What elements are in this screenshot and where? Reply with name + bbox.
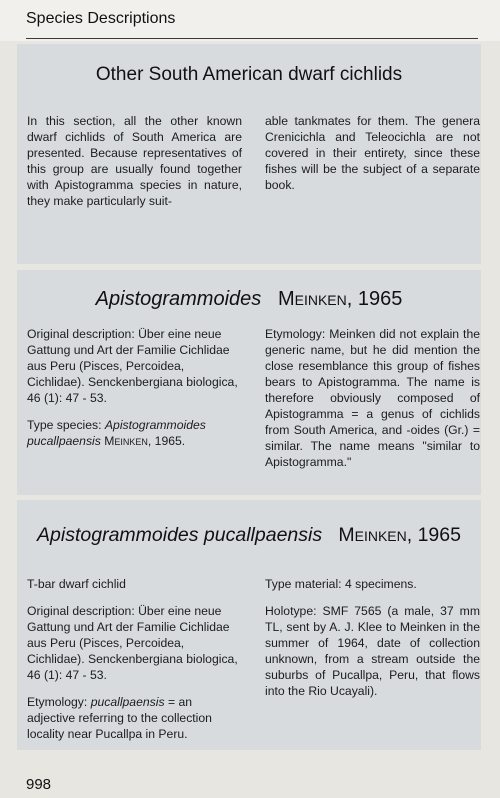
genus-heading — [17, 288, 481, 311]
genus-name: Apistogrammoides — [95, 288, 262, 310]
species-author: Meinken, 1965 — [338, 524, 461, 546]
holotype-label: Holotype: — [265, 604, 317, 618]
species-left-column — [27, 576, 242, 753]
genus-etymology-label: Etymology: — [265, 327, 326, 341]
type-species-name: Apistogrammoides pucallpaensis — [27, 418, 206, 448]
genus-original-description-label: Original description: — [27, 327, 135, 341]
genus-left-column — [27, 326, 242, 460]
type-species-label: Type species: — [27, 418, 102, 432]
intro-right-column — [265, 113, 480, 204]
species-etymology-label: Etymology: — [27, 695, 88, 709]
species-etymology-text: = an adjective referring to the collection locality near Pucallpa in Peru. — [27, 695, 212, 741]
type-species-author: Meinken, 1965. — [104, 434, 186, 448]
species-original-description — [27, 603, 242, 683]
genus-etymology — [265, 326, 480, 470]
species-etymology — [27, 694, 242, 742]
species-common-name: T-bar dwarf cichlid — [27, 577, 126, 591]
species-type-material — [265, 576, 480, 592]
species-name: Apistogrammoides pucallpaensis — [37, 524, 323, 546]
genus-right-column — [265, 326, 480, 481]
intro-left-text: In this section, all the other known dwarf cichlids of South America are presented. Because representatives of this group are usually found together with Apistogramma species in nature, they make particularly suit- — [27, 114, 242, 208]
genus-type-species — [27, 417, 242, 449]
header-rule — [26, 38, 478, 39]
type-material-text: 4 specimens. — [344, 577, 417, 591]
species-right-column — [265, 576, 480, 710]
species-panel — [17, 500, 481, 750]
section-intro-panel — [17, 44, 481, 264]
type-material-label: Type material: — [265, 577, 342, 591]
genus-original-description — [27, 326, 242, 406]
genus-author: Meinken, 1965 — [277, 288, 403, 310]
species-etymology-term: pucallpaensis — [90, 695, 165, 709]
species-heading — [17, 524, 481, 547]
species-holotype — [265, 603, 480, 699]
intro-left-column — [27, 113, 242, 220]
intro-right-text: able tankmates for them. The genera Crenicichla and Teleocichla are not covered in their entirety, since these fishes will be the subject of a separate book. — [265, 114, 480, 192]
genus-original-description-text: Über eine neue Gattung und Art der Familie Cichlidae aus Peru (Pisces, Percoidea, Cichlidae). Senckenbergiana biologica, 46 (1): 47 - 53. — [27, 327, 238, 405]
species-original-description-label: Original description: — [27, 604, 135, 618]
running-title: Species Descriptions — [26, 10, 176, 27]
species-original-description-text: Über eine neue Gattung und Art der Familie Cichlidae aus Peru (Pisces, Percoidea, Cichlidae). Senckenbergiana biologica, 46 (1): 47 - 53. — [27, 604, 238, 682]
section-title: Other South American dwarf cichlids — [95, 64, 403, 85]
genus-etymology-text: Meinken did not explain the generic name, but he did mention the close resemblance this group of fishes bears to Apistogramma. The name is therefore obviously composed of Apistogramma = a genus of cichlids from South America, and -oides (Gr.) = similar. The name means "similar to Apistogramma." — [265, 327, 480, 469]
running-header — [0, 0, 500, 41]
genus-panel — [17, 270, 481, 495]
holotype-text: SMF 7565 (a male, 37 mm TL, sent by A. J. Klee to Meinken in the summer of 1964, date of collection unknown, from a stream outside the suburbs of Pucallpa, Peru, that flows into the Rio Ucayali). — [265, 604, 480, 698]
page-number: 998 — [26, 776, 52, 793]
